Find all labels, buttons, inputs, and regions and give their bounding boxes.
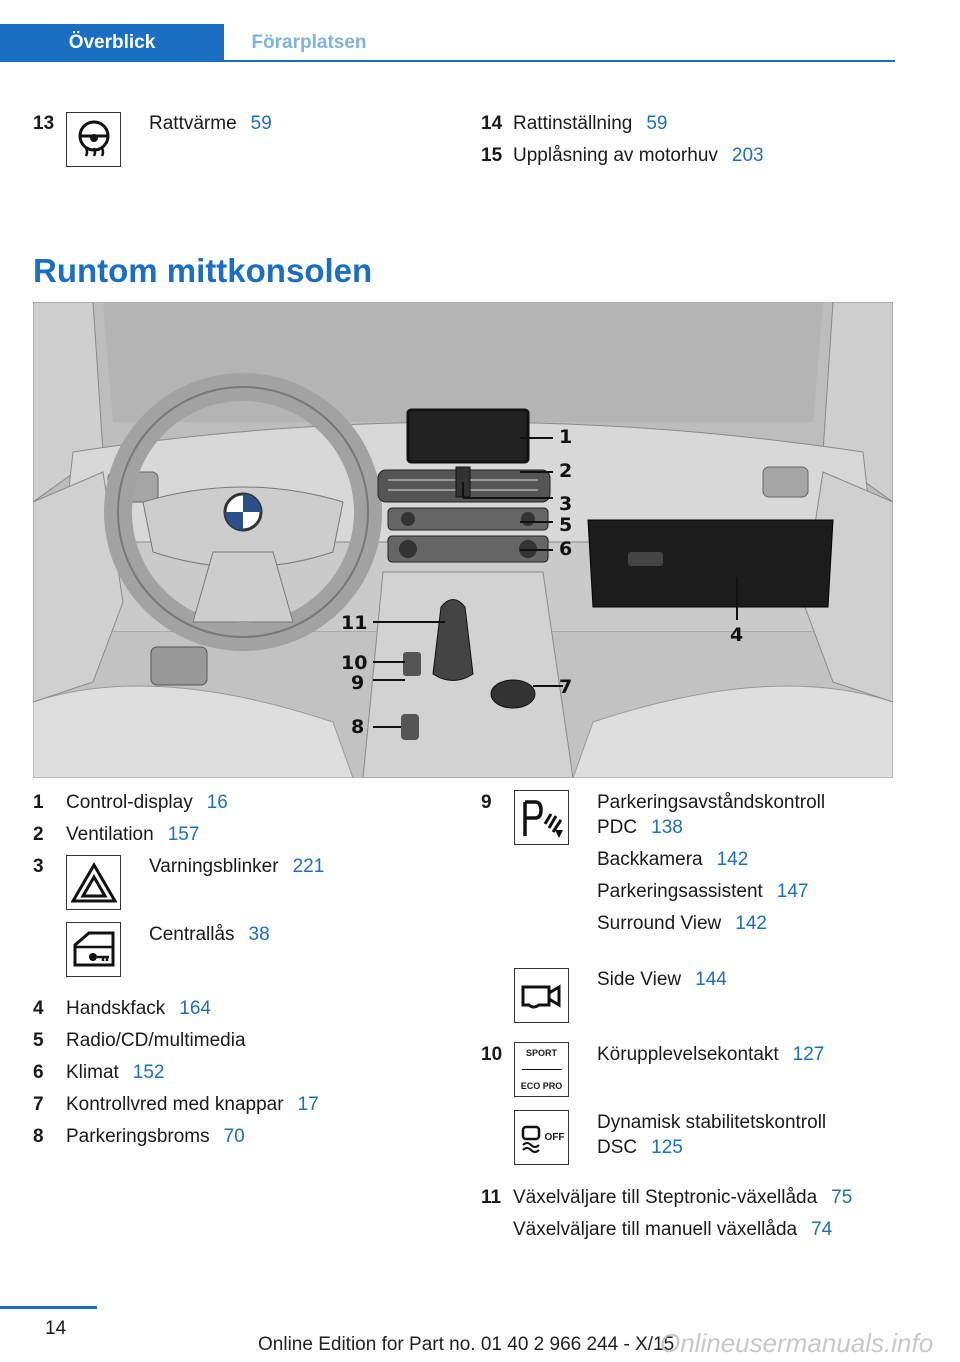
- entry-steptronic: [513, 1187, 852, 1209]
- entry-label: Kontrollvred med knappar: [66, 1094, 284, 1115]
- entry-radio: [66, 1030, 246, 1052]
- callout-11: 11: [341, 612, 368, 634]
- entry-label: Upplåsning av motorhuv: [513, 145, 718, 166]
- callout-7: 7: [559, 676, 573, 698]
- entry-dsc-line1: Dynamisk stabilitetskontroll: [597, 1112, 827, 1133]
- item-number: 15: [481, 145, 503, 166]
- parking-distance-control-icon: [514, 790, 569, 845]
- entry-label: Ventilation: [66, 824, 154, 845]
- page-number: 14: [45, 1318, 67, 1339]
- callout-3: 3: [559, 493, 573, 515]
- page-link[interactable]: 38: [248, 924, 270, 945]
- entry-label: Rattinställning: [513, 113, 633, 134]
- callout-4: 4: [730, 624, 744, 646]
- page-link[interactable]: 203: [731, 145, 764, 166]
- side-view-camera-icon: [514, 968, 569, 1023]
- section-title: Runtom mittkonsolen: [33, 252, 373, 289]
- entry-label: Backkamera: [597, 849, 703, 870]
- item-number: 13: [33, 113, 55, 134]
- entry-label: Klimat: [66, 1062, 119, 1083]
- item-number: 3: [33, 856, 44, 877]
- entry-label: Växelväljare till manuell växellåda: [513, 1219, 798, 1240]
- page-link[interactable]: 164: [179, 998, 211, 1019]
- tab-overview[interactable]: Överblick: [0, 24, 224, 62]
- entry-central-lock: [149, 924, 270, 946]
- item-number: 2: [33, 824, 44, 845]
- entry-parking-assistant: [597, 881, 809, 903]
- page-link[interactable]: 142: [735, 913, 767, 934]
- entry-ventilation: [66, 824, 199, 846]
- entry-label: Parkeringsbroms: [66, 1126, 210, 1147]
- page-link[interactable]: 59: [250, 113, 272, 134]
- page-link[interactable]: 75: [831, 1187, 853, 1208]
- item-number: 8: [33, 1126, 44, 1147]
- entry-label: Radio/CD/multimedia: [66, 1030, 246, 1051]
- entry-label: Control-display: [66, 792, 193, 813]
- page-link[interactable]: 144: [695, 969, 727, 990]
- entry-driving-experience: [597, 1044, 824, 1066]
- entry-label: Varningsblinker: [149, 856, 279, 877]
- page-link[interactable]: 16: [206, 792, 228, 813]
- entry-label: Centrallås: [149, 924, 235, 945]
- entry-label: Rattvärme: [149, 113, 237, 134]
- icon-label-ecopro: ECO PRO: [520, 1080, 563, 1091]
- page-link[interactable]: 157: [167, 824, 200, 845]
- page-link[interactable]: 127: [792, 1044, 825, 1065]
- entry-side-view: [597, 969, 727, 991]
- page-link[interactable]: 17: [297, 1094, 319, 1115]
- page-link[interactable]: 221: [292, 856, 325, 877]
- entry-pdc-line1: Parkeringsavståndskontroll: [597, 792, 826, 813]
- page-link[interactable]: 70: [223, 1126, 245, 1147]
- dsc-off-icon: [514, 1110, 569, 1165]
- tab-drivers-seat[interactable]: Förarplatsen: [251, 32, 367, 53]
- entry-label: Växelväljare till Steptronic-växellåda: [513, 1187, 818, 1208]
- item-number: 7: [33, 1094, 44, 1115]
- driving-experience-switch-icon: [514, 1042, 569, 1097]
- edition-note: Online Edition for Part no. 01 40 2 966 244 - X/15: [258, 1334, 675, 1355]
- callout-2: 2: [559, 460, 573, 482]
- page-link[interactable]: 138: [651, 817, 683, 838]
- page-link[interactable]: 152: [132, 1062, 165, 1083]
- header-tabbar: [0, 24, 895, 62]
- entry-label: Körupplevelsekontakt: [597, 1044, 779, 1065]
- entry-glovebox: [66, 998, 211, 1020]
- item-number: 11: [481, 1187, 502, 1208]
- entry-dsc-line2: [597, 1137, 683, 1159]
- icon-label-off: OFF: [544, 1132, 565, 1143]
- item-number: 4: [33, 998, 44, 1019]
- watermark: Onlineusermanuals.info: [660, 1328, 934, 1358]
- entry-label: Surround View: [597, 913, 722, 934]
- item-number: 14: [481, 113, 503, 134]
- page-link[interactable]: 59: [646, 113, 668, 134]
- entry-hood-release: [513, 145, 764, 167]
- callout-10: 10: [341, 652, 368, 674]
- footer-divider: [0, 1306, 97, 1309]
- entry-control-display: [66, 792, 228, 814]
- entry-parking-brake: [66, 1126, 245, 1148]
- item-number: 6: [33, 1062, 44, 1083]
- entry-surround-view: [597, 913, 767, 935]
- item-number: 10: [481, 1044, 503, 1065]
- entry-steering-heating: [149, 113, 272, 135]
- entry-manual-gearbox: [513, 1219, 832, 1241]
- callout-9: 9: [351, 672, 365, 694]
- entry-controller: [66, 1094, 319, 1116]
- entry-label: Parkeringsassistent: [597, 881, 763, 902]
- entry-label: Side View: [597, 969, 682, 990]
- icon-label-sport: SPORT: [525, 1048, 557, 1059]
- entry-steering-adjust: [513, 113, 667, 135]
- page-link[interactable]: 142: [716, 849, 749, 870]
- hazard-warning-icon: [66, 855, 121, 910]
- steering-wheel-heating-icon: [66, 112, 121, 167]
- callout-6: 6: [559, 538, 573, 560]
- item-number: 9: [481, 792, 492, 813]
- callout-8: 8: [351, 716, 365, 738]
- callout-5: 5: [559, 514, 573, 536]
- page-link[interactable]: 125: [651, 1137, 683, 1158]
- entry-label: DSC: [597, 1137, 638, 1158]
- item-number: 1: [33, 792, 44, 813]
- central-locking-icon: [66, 922, 121, 977]
- dashboard-illustration: [33, 302, 893, 778]
- entry-label: PDC: [597, 817, 638, 838]
- entry-climate: [66, 1062, 165, 1084]
- page-link[interactable]: 74: [811, 1219, 833, 1240]
- item-number: 5: [33, 1030, 44, 1051]
- icon-divider: [522, 1069, 562, 1070]
- entry-label: Handskfack: [66, 998, 166, 1019]
- callout-1: 1: [559, 426, 573, 448]
- page-link[interactable]: 147: [776, 881, 809, 902]
- entry-pdc-line2: [597, 817, 683, 839]
- entry-rear-camera: [597, 849, 748, 871]
- entry-hazard: [149, 856, 324, 878]
